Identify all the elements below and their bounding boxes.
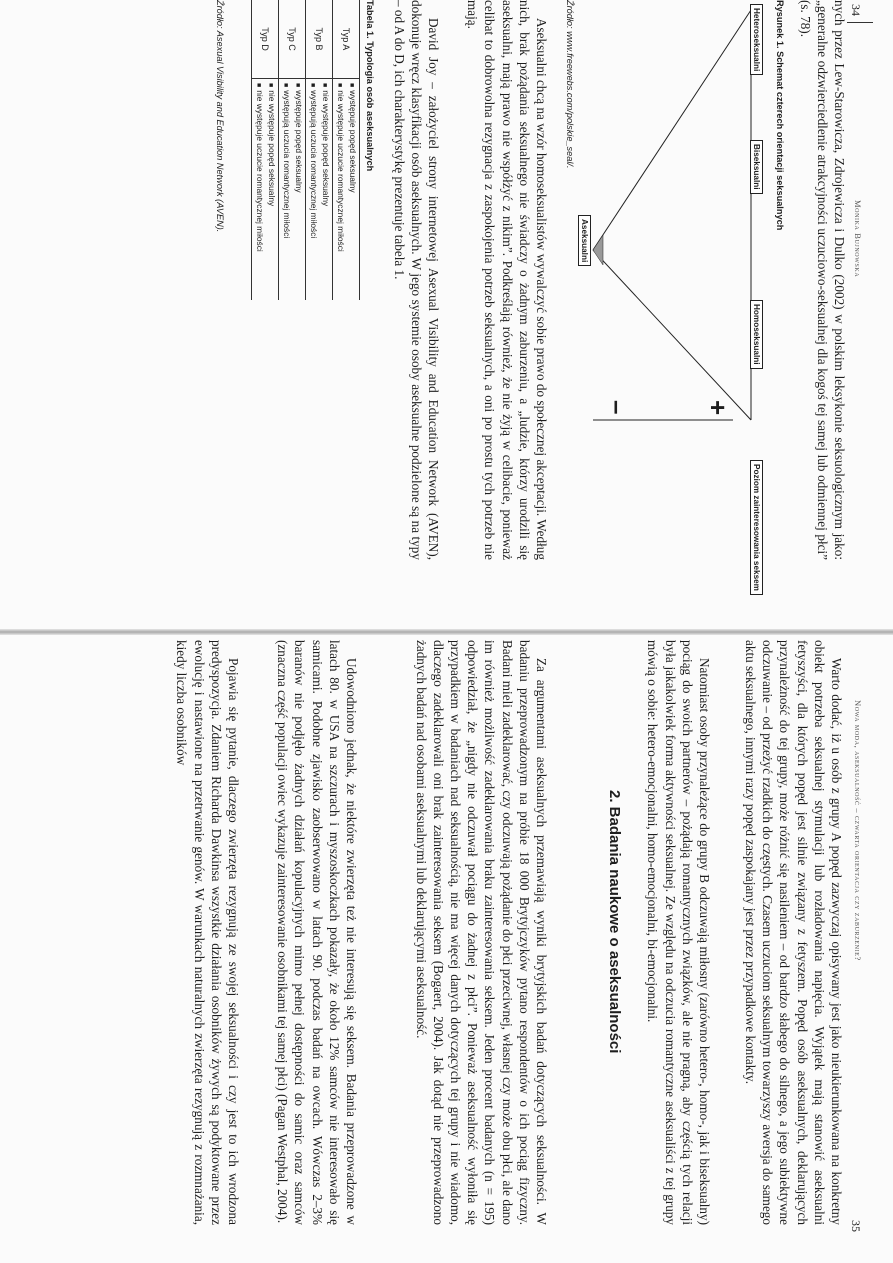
bullet-icon: ■ — [282, 83, 289, 88]
table-item-text: występuje popęd seksualny — [294, 90, 304, 193]
table-row — [333, 0, 360, 300]
figure-source: Źródło: www.freewebs.com/polskie_seal/. — [565, 0, 575, 169]
table-item-text: nie występuje popęd seksualny — [321, 90, 331, 207]
bullet-icon: ■ — [309, 83, 316, 88]
table-bullet-item — [253, 83, 265, 296]
minus-sign: – — [603, 400, 633, 415]
left-paragraph-2: David Joy – założyciel strony internetowej Asexual Visibility and Education Network (AVEN), dokonuje wręcz klasyfikacji osób aseksualnych. W jego systemie osoby aseksualne podzielone są na typy – od A do D, ich charakterystykę prezentuje tabela 1. — [391, 0, 441, 560]
right-paragraph-5: Pojawia się pytanie, dlaczego zwierzęta rezygnują ze swojej seksualności i czy jest to ich wrodzona predyspozycja. Zdaniem Richarda Dawkinsa wszystkie działania osobników żywych są podyktowane przez ewolucję i nastawione na przetrwanie genów. W warunkach naturalnych zwierzęta rezygnują z rozmnażania, kiedy liczba osobników — [174, 640, 241, 1225]
right-paragraph-3: Za argumentami aseksualnych przemawiają wyniki brytyjskich badań dotyczących seksualności. W badaniu przeprowadzonym na próbie 18 000 Brytyjczyków pytano respondentów o ich pociąg fizyczny. Badani mieli zadeklarować, czy odczuwają pożądanie do płci przeciwnej, własnej czy może obu płci, ale dano im również możliwość zadeklarowania braku zainteresowania seksem. Jeden procent badanych (n = 195) odpowiedział, że „nigdy nie odczuwał pociągu do żadnej z płci”. Ponieważ aseksualność wyłoniła się przypadkiem w badaniach nad seksualnością, nie ma więcej danych dotyczących tej grupy i nie wiadomo, dlaczego zadeklarowali oni brak zainteresowania seksem (Bogaert, 2004). Jak dotąd nie przeprowadzono żadnych badań nad osobami aseksualnymi lub deklarującymi aseksualność. — [413, 640, 549, 1225]
table-bullet-item — [265, 83, 277, 296]
bullet-icon: ■ — [255, 83, 262, 88]
intro-paragraph: nych przez Lew-Starowicza, Zdrojewicza i Dulko (2002) w polskim leksykonie seksuologicznym jako: „generalne odzwierciedlenie atrakcyjności uczuciowo-seksualnej dla kogoś tej samej lub odmiennej płci” (s. 78). — [797, 0, 847, 560]
left-slope-line — [593, 10, 751, 250]
table-desc-cell — [252, 79, 279, 301]
table-item-text: nie występuje popęd seksualny — [267, 90, 277, 207]
table-row — [279, 0, 306, 300]
section-heading: 2. Badania naukowe o aseksualności — [606, 790, 623, 1054]
typology-table — [251, 0, 360, 300]
left-page-number: 34 — [849, 4, 863, 16]
plus-sign: + — [703, 400, 733, 416]
right-paragraph-4: Udowodniono jednak, że niektóre zwierzęta też nie interesują się seksem. Badania przeprowadzone w latach 80. w USA na szczurach i myszoskoczkach pokazały, że około 12% samców nie interesowało się samicami. Podobne zjawisko zaobserwowano w latach 90. podczas badań na owcach. Wówczas 2–3% baranów nie podjęło żadnych działań kopulacyjnych mimo pełnej dostępności do samic oraz samców (znaczna część populacji owiec wykazuje zainteresowanie osobnikami tej samej płci) (Pagan Westphal, 2004). — [275, 640, 359, 1225]
table-item-text: występuje popęd seksualny — [348, 90, 358, 193]
table-bullet-item — [292, 83, 304, 296]
bullet-icon: ■ — [336, 83, 343, 88]
table-row — [252, 0, 279, 300]
table-desc-cell — [333, 79, 360, 301]
bullet-icon: ■ — [267, 83, 274, 88]
label-biseksualni: Biseksualni — [750, 140, 763, 194]
apex-shading — [593, 235, 603, 265]
table-item-text: występują uczucia romantycznej miłości — [282, 90, 292, 239]
table-item-text: występują uczucia romantycznej miłości — [309, 90, 319, 239]
table-desc-cell — [306, 79, 333, 301]
table-bullet-item — [280, 83, 292, 296]
bullet-icon: ■ — [348, 83, 355, 88]
page-number-rule — [847, 22, 873, 23]
right-paragraph-2: Natomiast osoby przynależące do grupy B odczuwają miłosny (zarówno hetero-, homo-, jak i biseksualny) pociąg do swoich partnerów – pożądają romantycznych związków, ale nie pragną, aby częścią tych relacji była jakakolwiek forma aktywności seksualnej. Ze względu na odczucia romantyczne aseksualiści z tej grupy mówią o sobie: hetero-emocjonalni, homo-emocjonalni, bi-emocjonalni. — [645, 640, 712, 1225]
label-homoseksualni: Homoseksualni — [750, 300, 763, 369]
table-bullet-item — [319, 83, 331, 296]
right-running-head: Nowa moda, aseksualność – czwarta orientacja czy zaburzenie? — [853, 700, 863, 961]
table-bullet-item — [346, 83, 358, 296]
left-page-body — [114, 0, 560, 600]
table-type-cell: Typ A — [333, 0, 360, 79]
axis-label: Poziom zainteresowania seksem — [750, 460, 763, 595]
figure-caption: Rysunek 1. Schemat czterech orientacji seksualnych — [775, 0, 785, 231]
page-fold — [0, 629, 893, 635]
right-page-body — [114, 640, 560, 1245]
table-item-text: nie występuje uczucie romantycznej miłości — [336, 90, 346, 252]
table-source: Źródło: Asexual Visibility and Education Network (AVEN). — [215, 0, 225, 233]
table-caption: Tabela 1. Typologia osób aseksualnych — [365, 0, 375, 172]
table-row — [306, 0, 333, 300]
label-heteroseksualni: Heteroseksualni — [750, 4, 763, 75]
right-paragraph-1: Warto dodać, iż u osób z grupy A popęd zazwyczaj opisywany jest jako nieukierunkowana na konkretny obiekt potrzeba seksualnej stymulacji lub rozładowania napięcia. Wyjątek mają stanowić aseksualni fetyszyści, dla których popęd jest silnie związany z fetyszem. Popęd osób aseksualnych, deklarujących przynależność do tej grupy, może różnić się nasileniem – od bardzo słabego do silnego, a jego subiektywne odczuwanie – od przeżyć rzadkich do częstych. Czasem uczuciom seksualnym towarzyszy awersja do samego aktu seksualnego, innymi razy popęd zaspokajany jest przez przypadkowe kontakty. — [742, 640, 844, 1225]
table-bullet-item — [307, 83, 319, 296]
right-slope-line — [593, 250, 751, 420]
bullet-icon: ■ — [321, 83, 328, 88]
bullet-icon: ■ — [294, 83, 301, 88]
orientation-diagram — [573, 0, 773, 591]
table-item-text: nie występuje uczucie romantycznej miłości — [255, 90, 265, 252]
label-aseksualni: Aseksualni — [578, 215, 591, 266]
table-desc-cell — [279, 79, 306, 301]
table-bullet-item — [334, 83, 346, 296]
table-type-cell: Typ B — [306, 0, 333, 79]
right-page-number: 35 — [849, 1220, 863, 1232]
left-running-head: Monika Bujnowska — [853, 200, 863, 278]
table-type-cell: Typ D — [252, 0, 279, 79]
diagram-svg — [573, 0, 773, 580]
table-type-cell: Typ C — [279, 0, 306, 79]
left-paragraph-1: Aseksualni chcą na wzór homoseksualistów wywalczyć sobie prawo do społecznej akceptacji. Według nich, brak pożądania seksualnego nie świadczy o żadnym zaburzeniu, a „ludzie, którzy urodzili się aseksualni, mają prawo nie współżyć z nikim”. Podkreślają również, że nie żyją w celibacie, ponieważ celibat to dobrowolna rezygnacja z zaspokojenia potrzeb seksualnych, a oni po prostu tych potrzeb nie mają. — [465, 0, 549, 560]
